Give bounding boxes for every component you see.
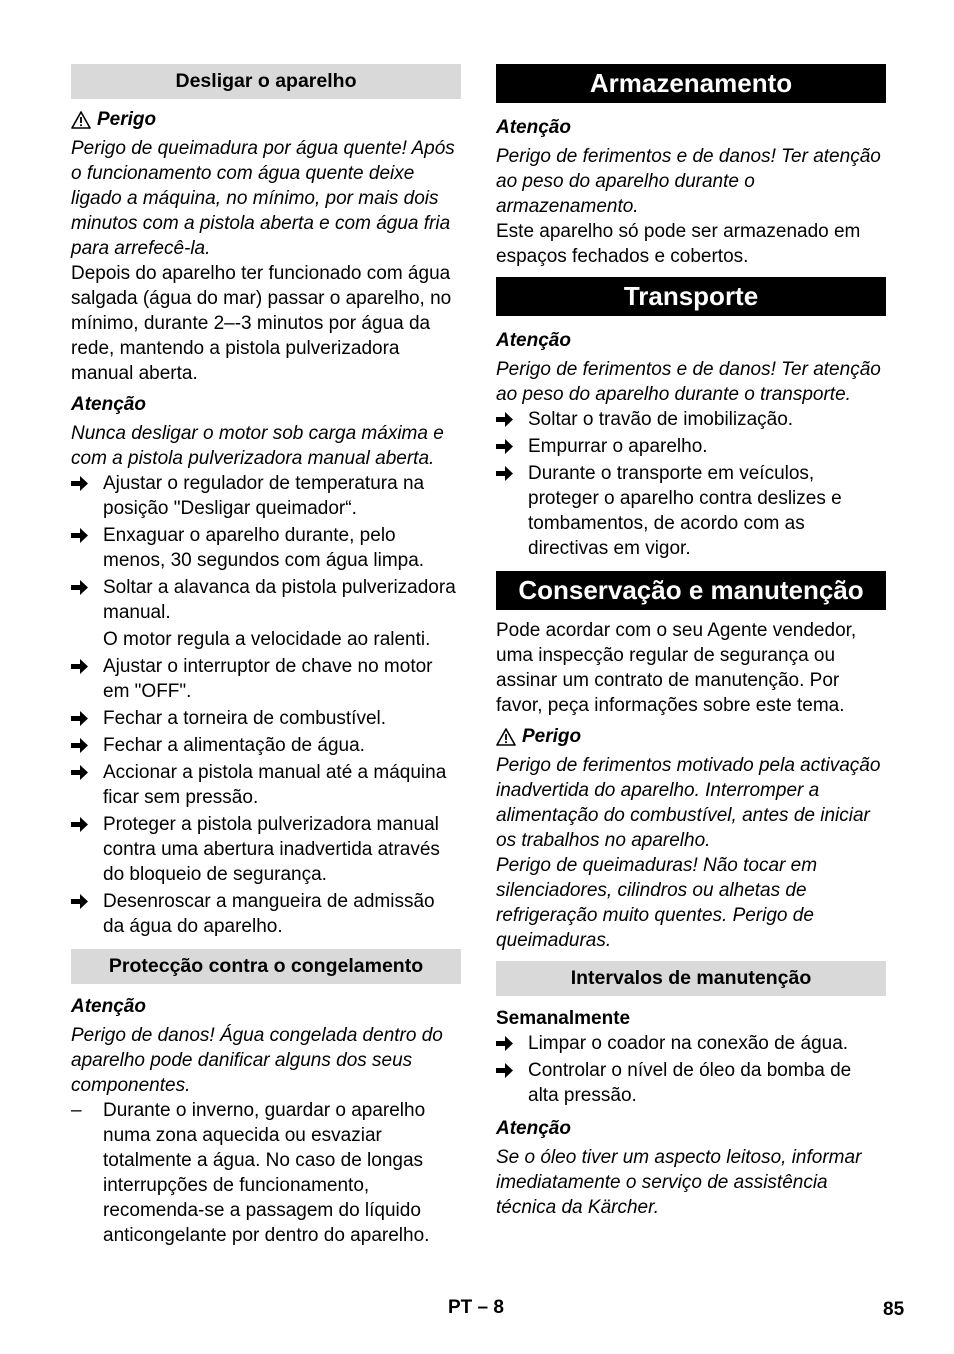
perigo-text: Perigo de queimaduras! Não tocar em silenciadores, cilindros ou alhetas de refrigeração muito quentes. Perigo de queimaduras. xyxy=(496,855,818,951)
atencao-text: Perigo de ferimentos e de danos! Ter atenção ao peso do aparelho durante o armazenamento. xyxy=(496,146,881,217)
section-heading-desligar: Desligar o aparelho xyxy=(71,64,461,99)
arrow-right-icon xyxy=(71,893,89,910)
desligar-body: Depois do aparelho ter funcionado com água salgada (água do mar) passar o aparelho, no mínimo, durante 2–-3 minutos por água da rede, mantendo a pistola pulverizadora manual aberta. xyxy=(71,263,452,384)
section-heading-congelamento: Protecção contra o congelamento xyxy=(71,949,461,984)
atencao-label: Atenção xyxy=(496,117,571,138)
subheading-semanalmente: Semanalmente xyxy=(496,1008,631,1029)
atencao-text: Se o óleo tiver um aspecto leitoso, informar imediatamente o serviço de assistência técnica da Kärcher. xyxy=(496,1147,862,1218)
perigo-label: Perigo xyxy=(97,109,157,130)
perigo-text: Perigo de ferimentos motivado pela activação inadvertida do aparelho. Interromper a alimentação do combustível, antes de iniciar os trabalhos no aparelho. xyxy=(496,755,881,851)
atencao-label: Atenção xyxy=(496,330,571,351)
list-item: Limpar o coador na conexão de água. xyxy=(496,1031,886,1056)
arrow-right-icon xyxy=(71,475,89,492)
dash-bullet: – xyxy=(71,1100,82,1121)
arrow-right-icon xyxy=(496,411,514,428)
list-item: Soltar o travão de imobilização. xyxy=(496,407,886,432)
section-heading-transporte: Transporte xyxy=(496,277,886,316)
list-item: Ajustar o regulador de temperatura na posição "Desligar queimador“. xyxy=(71,471,461,521)
list-item: – Durante o inverno, guardar o aparelho numa zona aquecida ou esvaziar totalmente a água. No caso de longas interrupções de funcionamento, recomenda-se a passagem do líquido anticongelante por dentro do aparelho. xyxy=(71,1100,430,1246)
atencao-label: Atenção xyxy=(71,996,146,1017)
section-heading-armazenamento: Armazenamento xyxy=(496,64,886,103)
list-item: Enxaguar o aparelho durante, pelo menos, 30 segundos com água limpa. xyxy=(71,523,461,573)
arrow-right-icon xyxy=(71,658,89,675)
arrow-right-icon xyxy=(71,527,89,544)
list-item: Accionar a pistola manual até a máquina ficar sem pressão. xyxy=(71,760,461,810)
desligar-steps-cont xyxy=(71,654,461,939)
intervalos-steps xyxy=(496,1031,886,1108)
perigo-label: Perigo xyxy=(522,726,582,747)
atencao-label: Atenção xyxy=(496,1118,571,1139)
congelamento-list xyxy=(71,1098,461,1248)
arrow-right-icon xyxy=(71,764,89,781)
list-item: Empurrar o aparelho. xyxy=(496,434,886,459)
arrow-right-icon xyxy=(71,737,89,754)
list-item: Proteger a pistola pulverizadora manual contra uma abertura inadvertida através do bloqueio de segurança. xyxy=(71,812,461,887)
arrow-right-icon xyxy=(496,465,514,482)
arrow-right-icon xyxy=(71,816,89,833)
list-item: Ajustar o interruptor de chave no motor em "OFF". xyxy=(71,654,461,704)
conservacao-body: Pode acordar com o seu Agente vendedor, uma inspecção regular de segurança ou assinar um contrato de manutenção. Por favor, peça informações sobre este tema. xyxy=(496,620,857,716)
section-heading-conservacao: Conservação e manutenção xyxy=(496,571,886,610)
atencao-label: Atenção xyxy=(71,394,146,415)
atencao-text: Perigo de ferimentos e de danos! Ter atenção ao peso do aparelho durante o transporte. xyxy=(496,359,881,405)
list-item: Fechar a torneira de combustível. xyxy=(71,706,461,731)
desligar-steps xyxy=(71,471,461,625)
atencao-text: Nunca desligar o motor sob carga máxima e com a pistola pulverizadora manual aberta. xyxy=(71,423,444,469)
right-column xyxy=(496,64,886,1220)
footer-page-number: 85 xyxy=(883,1299,905,1320)
arrow-right-icon xyxy=(496,438,514,455)
armazenamento-body: Este aparelho só pode ser armazenado em espaços fechados e cobertos. xyxy=(496,221,861,267)
warning-triangle-icon xyxy=(496,728,516,746)
perigo-warning xyxy=(496,724,886,749)
left-column xyxy=(71,64,461,1248)
list-item: Fechar a alimentação de água. xyxy=(71,733,461,758)
list-item: Controlar o nível de óleo da bomba de alta pressão. xyxy=(496,1058,886,1108)
list-item: Soltar a alavanca da pistola pulverizadora manual. xyxy=(71,575,461,625)
step-note: O motor regula a velocidade ao ralenti. xyxy=(103,629,431,650)
perigo-text: Perigo de queimadura por água quente! Após o funcionamento com água quente deixe ligado a máquina, no mínimo, por mais dois minutos com a pistola aberta e com água fria para arrefecê-la. xyxy=(71,138,455,259)
arrow-right-icon xyxy=(496,1062,514,1079)
perigo-warning xyxy=(71,107,461,132)
arrow-right-icon xyxy=(71,579,89,596)
arrow-right-icon xyxy=(496,1035,514,1052)
list-item: Durante o transporte em veículos, proteger o aparelho contra deslizes e tombamentos, de acordo com as directivas em vigor. xyxy=(496,461,886,561)
arrow-right-icon xyxy=(71,710,89,727)
warning-triangle-icon xyxy=(71,111,91,129)
atencao-text: Perigo de danos! Água congelada dentro do aparelho pode danificar alguns dos seus componentes. xyxy=(71,1025,443,1096)
section-heading-intervalos: Intervalos de manutenção xyxy=(496,961,886,996)
list-item: Desenroscar a mangueira de admissão da água do aparelho. xyxy=(71,889,461,939)
footer-language-page: PT – 8 xyxy=(448,1297,504,1318)
transporte-steps xyxy=(496,407,886,561)
